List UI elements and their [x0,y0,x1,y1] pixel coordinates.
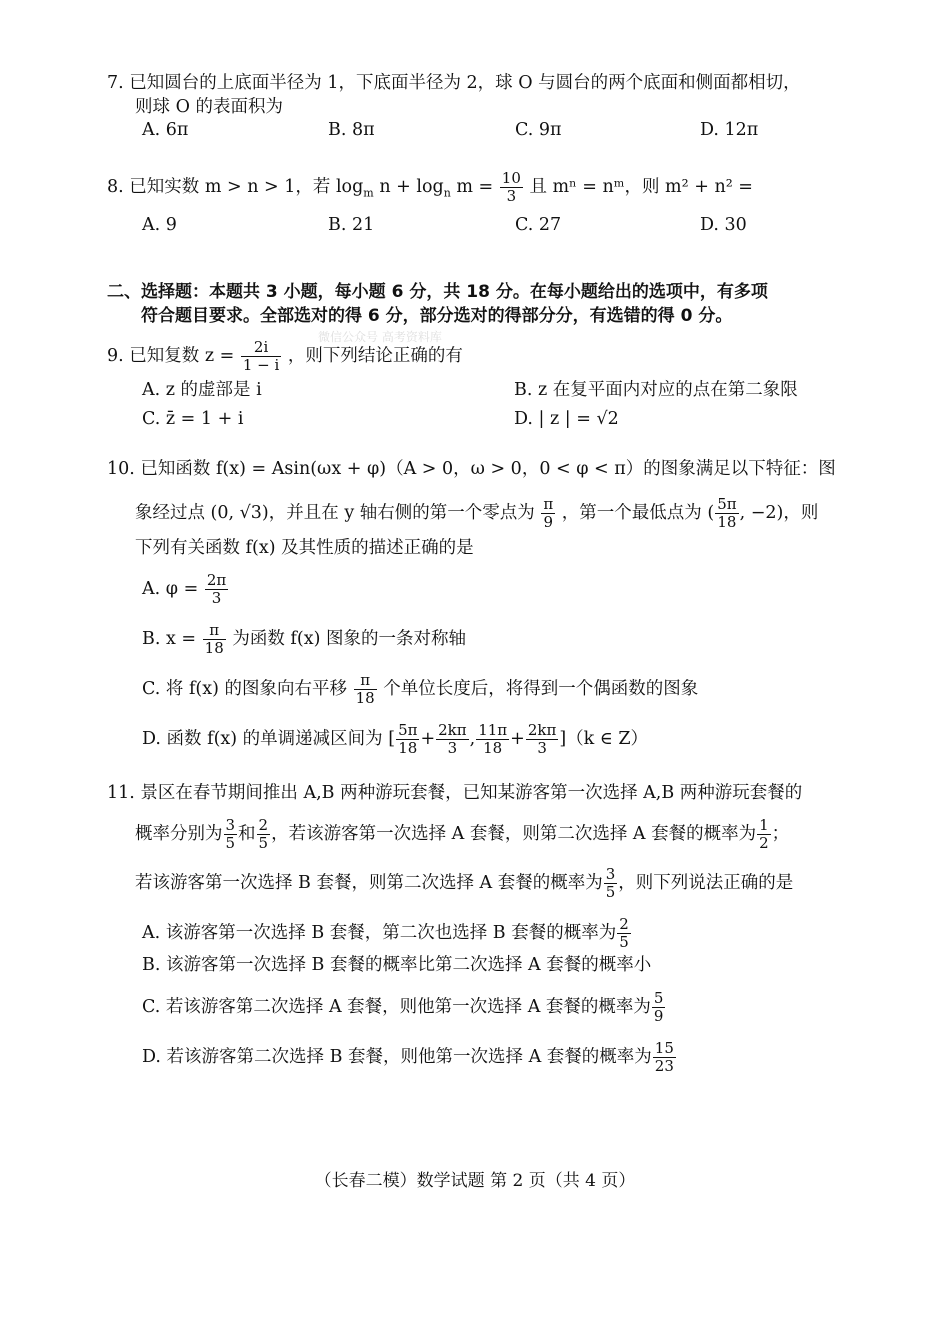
q8-frac-num: 10 [501,169,521,187]
q10-stem-line1: 10. 已知函数 f(x) = Asin(ωx + φ)（A > 0，ω > 0，0 < φ < π）的图象满足以下特征：图 [107,459,836,479]
q11-optA-fraction [617,916,631,951]
q10-optD-frac2 [436,722,469,757]
q10-option-a [142,572,229,607]
q9-option-c: C. z̄ = 1 + i [142,409,244,429]
q9-suffix: ，则下列结论正确的有 [287,346,463,366]
q10-optA-num: 2π [206,571,227,589]
q9-stem [107,339,463,374]
q11-stem-line3 [135,866,793,901]
q8-option-b: B. 21 [328,215,375,235]
q11-pAA-den: 2 [759,834,769,852]
section2-heading-line2: 符合题目要求。全部选对的得 6 分，部分选对的得部分分，有选错的得 0 分。 [141,306,733,326]
q10-optB-suffix: 为函数 f(x) 图象的一条对称轴 [232,629,466,649]
q11-pAA-num: 1 [759,816,769,834]
q11-optC-num: 5 [653,989,664,1007]
q9-prefix: 9. 已知复数 z = [107,346,235,366]
q10-optC-fraction [354,672,377,707]
q9-option-a: A. z 的虚部是 i [142,380,262,400]
q11-optD-num: 15 [654,1039,674,1057]
q7-stem-line2: 则球 O 的表面积为 [135,97,283,117]
q10-optB-fraction [203,622,226,657]
q10-optC-num: π [354,672,377,690]
q11-option-a [142,916,632,951]
q11-pB-num: 2 [258,816,269,834]
q10-optB-text: B. x = [142,629,197,649]
page-footer: （长春二模）数学试题 第 2 页（共 4 页） [314,1171,636,1191]
q9-frac-den: 1 − i [242,356,280,374]
q8-frac-den: 3 [506,187,517,205]
q10-stem-line2 [135,496,818,531]
q9-frac-num: 2i [241,339,281,357]
q7-option-b: B. 8π [328,120,375,140]
q11-line2-text-a: 概率分别为 [135,824,223,844]
q8-stem: 8. 已知实数 m > n > 1，若 $\log_m n + \log_n m$ = $\frac{10}{3}$ 且 mⁿ = nᵐ，则 m² + n² = [107,169,753,205]
q11-optC-text: C. 若该游客第二次选择 A 套餐，则他第一次选择 A 套餐的概率为 [142,997,651,1017]
q10-line2-text-b: ，第一个最低点为 ( [561,503,715,523]
q10-zero-den: 9 [543,513,554,531]
q8-prefix: 8. 已知实数 m > n > 1，若 log [107,177,364,197]
q7-option-a: A. 6π [142,120,189,140]
q11-line3-text-b: ，则下列说法正确的是 [618,873,794,893]
q10-option-c [142,672,698,707]
q11-pB-fraction [257,817,271,852]
q10-zero-fraction [541,496,555,531]
q11-pAA-fraction [757,817,771,852]
q11-optC-fraction [652,990,666,1025]
q10-optB-num: π [203,622,226,640]
q11-optD-den: 23 [654,1057,674,1075]
q10-optD-comma: , [469,729,476,749]
q11-pA-num: 3 [225,816,236,834]
q11-line2-text-b: 和 [238,824,256,844]
q11-stem-line2 [135,817,789,852]
q11-stem-line1: 11. 景区在春节期间推出 A,B 两种游玩套餐，已知某游客第一次选择 A,B 两种游玩套餐的 [107,783,803,803]
q11-pBA-den: 5 [605,883,616,901]
q9-option-d: D. | z | = √2 [514,409,619,429]
q7-option-d: D. 12π [700,120,759,140]
q11-optA-text: A. 该游客第一次选择 B 套餐，第二次也选择 B 套餐的概率为 [142,923,617,943]
q8-fraction [500,170,523,205]
q10-optA-den: 3 [211,589,222,607]
q11-optC-den: 9 [653,1007,664,1025]
q11-option-b: B. 该游客第一次选择 B 套餐的概率比第二次选择 A 套餐的概率小 [142,955,652,975]
q10-line2-text-a: 象经过点 (0, √3)，并且在 y 轴右侧的第一个零点为 [135,503,535,523]
q11-pA-fraction [224,817,238,852]
q11-optD-text: D. 若该游客第二次选择 B 套餐，则他第一次选择 A 套餐的概率为 [142,1047,652,1067]
q10-min-fraction [715,496,738,531]
q10-optC-suffix: 个单位长度后，将得到一个偶函数的图象 [383,679,699,699]
q11-optA-den: 5 [619,933,629,951]
q10-optD-f2-num: 2kπ [438,721,467,739]
q10-line2-text-c: , −2)，则 [739,503,819,523]
q11-optD-fraction [653,1040,676,1075]
q10-optD-f4-den: 3 [537,739,547,757]
q10-optD-plus2: + [510,729,525,749]
q10-optD-f1-den: 18 [398,739,418,757]
q8-option-a: A. 9 [142,215,177,235]
q10-zero-num: π [543,495,554,513]
q10-optD-f3-num: 11π [478,721,508,739]
q11-line2-text-c: ，若该游客第一次选择 A 套餐，则第二次选择 A 套餐的概率为 [271,824,757,844]
q10-optA-text: A. φ = [142,579,199,599]
q10-min-num: 5π [717,495,737,513]
q11-pA-den: 5 [225,834,236,852]
q11-option-c [142,990,666,1025]
q10-optD-f2-den: 3 [447,739,458,757]
q10-stem-line3: 下列有关函数 f(x) 及其性质的描述正确的是 [135,538,474,558]
q8-suffix: 且 mⁿ = nᵐ，则 m² + n² = [529,177,753,197]
q10-optB-den: 18 [204,639,224,657]
q11-pBA-num: 3 [605,865,616,883]
q10-optD-text: D. 函数 f(x) 的单调递减区间为 [ [142,729,396,749]
q7-option-c: C. 9π [515,120,562,140]
watermark: 微信公众号 高考资料库 [318,330,442,344]
q8-option-c: C. 27 [515,215,562,235]
q10-optC-den: 18 [355,689,375,707]
q10-optD-frac1 [396,722,419,757]
q10-optD-frac4 [526,722,559,757]
q10-optA-fraction [205,572,228,607]
q8-mid: n + log [379,177,444,197]
q10-optD-f3-den: 18 [483,739,503,757]
section2-heading-line1: 二、选择题：本题共 3 小题，每小题 6 分，共 18 分。在每小题给出的选项中，有多项 [107,282,768,302]
q10-optD-plus1: + [420,729,436,749]
q10-min-den: 18 [717,513,737,531]
q10-optC-text: C. 将 f(x) 的图象向右平移 [142,679,348,699]
q10-optD-f4-num: 2kπ [527,721,557,739]
q9-option-b: B. z 在复平面内对应的点在第二象限 [514,380,798,400]
q9-fraction [241,339,281,374]
q10-option-b [142,622,466,657]
q10-optD-f1-num: 5π [398,721,418,739]
q10-option-d [142,722,648,757]
q11-pBA-fraction [604,866,618,901]
q10-optD-frac3 [476,722,509,757]
q8-mid2: m = [456,177,494,197]
q10-optD-suffix: ]（k ∈ Z） [559,729,649,749]
q8-option-d: D. 30 [700,215,747,235]
q11-option-d [142,1040,677,1075]
q11-optA-num: 2 [619,915,629,933]
q11-pB-den: 5 [258,834,269,852]
q11-line3-text-a: 若该游客第一次选择 B 套餐，则第二次选择 A 套餐的概率为 [135,873,603,893]
q11-line2-text-d: ； [771,824,790,844]
q7-stem-line1: 7. 已知圆台的上底面半径为 1，下底面半径为 2，球 O 与圆台的两个底面和侧面都相切， [107,73,801,93]
